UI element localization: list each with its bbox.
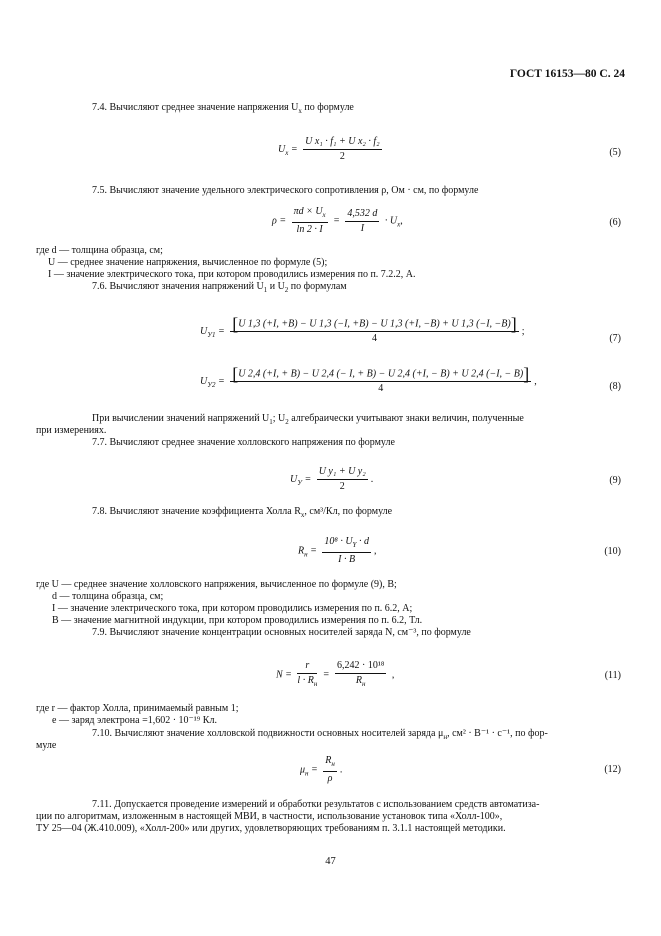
equation-number-12: (12) — [604, 764, 621, 775]
paragraph-7-11-line3: ТУ 25—04 (Ж.410.009), «Холл-200» или других, удовлетворяющих требованиям п. 3.1.1 настоящей методики. — [36, 823, 506, 834]
equation-number-5: (5) — [609, 147, 621, 158]
paragraph-7-6: 7.6. Вычисляют значения напряжений $U_1$ и $U_2$ по формулам — [92, 281, 347, 294]
equation-7: $U_{У1}$ = [U 1,3 (+I, +B) − U 1,3 (−I, +B) − U 1,3 (+I, −B) + U 1,3 (−I, −B)] 4 ; — [200, 314, 525, 345]
paragraph-7-7: 7.7. Вычисляют среднее значение холловского напряжения по формуле — [92, 437, 395, 448]
equation-8: $U_{У2}$ = [U 2,4 (+I, + B) − U 2,4 (− I, + B) − U 2,4 (+I, − B) + U 2,4 (−I, − B)] 4 , — [200, 364, 537, 395]
equation-number-9: (9) — [609, 475, 621, 486]
page-header: ГОСТ 16153—80 С. 24 — [509, 68, 625, 80]
paragraph-7-10: 7.10. Вычисляют значение холловской подвижности основных носителей заряда $\mu_н$, см² · В⁻¹ · с⁻¹, по фор- — [92, 728, 548, 741]
equation-9: $U_У$ = $\frac{\text{U y₁ + U y₂}}{2}$ . — [290, 466, 374, 492]
paragraph-7-10-cont: муле — [36, 740, 57, 751]
equation-11: N = $\frac{r}{l \cdot R_н}$ = $\frac{\text{6,242 · 10¹⁸}}{R_н}$ , — [276, 660, 395, 688]
paragraph-7-9: 7.9. Вычисляют значение концентрации основных носителей заряда N, см⁻³, по формуле — [92, 627, 471, 638]
equation-number-6: (6) — [609, 217, 621, 228]
where3-line-r: где r — фактор Холла, принимаемый равным 1; — [36, 703, 239, 714]
equation-12: $\mu_н$ = $\frac{R_н}{\rho}$ . — [300, 755, 343, 784]
where-line-u: U — среднее значение напряжения, вычисленное по формуле (5); — [48, 257, 328, 268]
page-number: 47 — [325, 856, 336, 867]
paragraph-7-8: 7.8. Вычисляют значение коэффициента Холла $R_x$, см³/Кл, по формуле — [92, 506, 393, 519]
equation-5: $U_x$ = $\frac{\text{U x₁ · f₁ + U x₂ · f₂}}{2}$ — [278, 136, 380, 162]
equation-number-7: (7) — [609, 333, 621, 344]
paragraph-7-11-line2: ции по алгоритмам, изложенным в настоящей МВИ, в частности, использование установок типа «Холл-100», — [36, 811, 503, 822]
equation-number-8: (8) — [609, 381, 621, 392]
where3-line-e: e — заряд электрона =1,602 · 10⁻¹⁹ Кл. — [52, 715, 217, 726]
where2-line-b: B — значение магнитной индукции, при котором проводились измерения по п. 6.2, Тл. — [52, 615, 423, 626]
where-line-d: где d — толщина образца, см; — [36, 245, 163, 256]
paragraph-algebraic: При вычислении значений напряжений $U_1$; $U_2$ алгебраически учитывают знаки величин, полученные — [92, 413, 524, 426]
where-line-i: I — значение электрического тока, при котором проводились измерения по п. 7.2.2, А. — [48, 269, 416, 280]
equation-6: ρ = $\frac{\pi d \times U_x}{\ln 2 \cdot I}$ = $\frac{4,532 d}{I}$ · $U_x$, — [272, 206, 403, 235]
paragraph-7-5: 7.5. Вычисляют значение удельного электрического сопротивления ρ, Ом · см, по формуле — [92, 185, 479, 196]
equation-number-11: (11) — [604, 670, 621, 681]
equation-number-10: (10) — [604, 546, 621, 557]
paragraph-7-4: 7.4. Вычисляют среднее значение напряжения $U_x$ по формуле — [92, 102, 354, 115]
where2-line-u: где U — среднее значение холловского напряжения, вычисленное по формуле (9), В; — [36, 579, 397, 590]
equation-10: $R_н$ = $\frac{10^8 \cdot U_Y \cdot d}{I \cdot B}$ , — [298, 536, 377, 565]
paragraph-7-11-line1: 7.11. Допускается проведение измерений и обработки результатов с использованием средств автоматиза- — [92, 799, 540, 810]
where2-line-d: d — толщина образца, см; — [52, 591, 164, 602]
where2-line-i: I — значение электрического тока, при котором проводились измерения по п. 6.2, А; — [52, 603, 413, 614]
paragraph-algebraic-cont: при измерениях. — [36, 425, 107, 436]
